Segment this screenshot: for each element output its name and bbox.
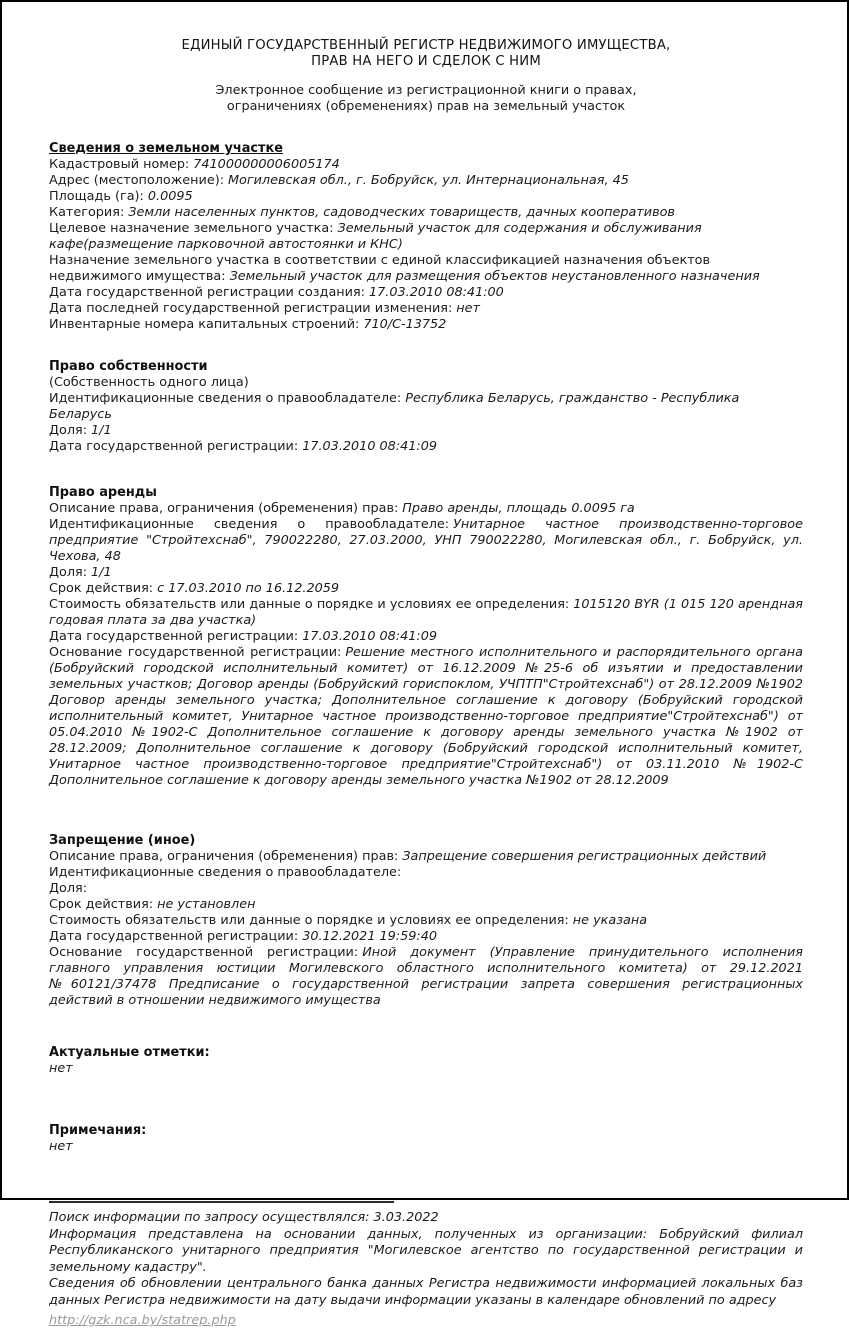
field-lease-description [49, 501, 803, 517]
field-owner-identity [49, 391, 803, 423]
registry-title-line1: ЕДИНЫЙ ГОСУДАРСТВЕННЫЙ РЕГИСТР НЕДВИЖИМОГО ИМУЩЕСТВА, [181, 38, 671, 53]
field-value: Унитарное частное производственно-торговое предприятие "Стройтехснаб", 790022280, 27.03.2000, УНП 790022280, Могилевская обл., г. Бобруйск, ул. Чехова, 48 [49, 517, 803, 564]
field-value: Запрещение совершения регистрационных действий [402, 849, 767, 864]
field-label: Доля: [49, 881, 88, 896]
field-label: Дата последней государственной регистрации изменения: [49, 301, 453, 316]
field-value: Земельный участок для содержания и обслуживания кафе(размещение парковочной автостоянки и КНС) [49, 221, 702, 252]
document-footer [49, 1201, 803, 1330]
field-value: 1/1 [91, 565, 112, 580]
field-value: не установлен [157, 897, 256, 912]
field-category [49, 205, 803, 221]
field-label: Дата государственной регистрации: [49, 439, 299, 454]
field-label: Идентификационные сведения о правообладателе: [49, 517, 450, 532]
registry-title-line2: ПРАВ НА НЕГО И СДЕЛОК С НИМ [311, 54, 541, 69]
field-label: Основание государственной регистрации: [49, 945, 359, 960]
field-label: Категория: [49, 205, 125, 220]
field-lease-reg-date [49, 629, 803, 645]
field-lease-term [49, 581, 803, 597]
field-label: Целевое назначение земельного участка: [49, 221, 334, 236]
field-address [49, 173, 803, 189]
prohibition-heading: Запрещение (иное) [49, 833, 196, 848]
field-prohibition-term [49, 897, 803, 913]
field-value: 741000000006005174 [193, 157, 340, 172]
field-area [49, 189, 803, 205]
marks-heading: Актуальные отметки: [49, 1045, 210, 1060]
field-value: Земельный участок для размещения объектов неустановленного назначения [229, 269, 760, 284]
field-value: Право аренды, площадь 0.0095 га [402, 501, 635, 516]
field-label: Дата государственной регистрации: [49, 629, 299, 644]
field-value: 17.03.2010 08:41:09 [302, 439, 437, 454]
field-lease-reg-basis [49, 645, 803, 789]
field-lease-cost [49, 597, 803, 629]
subtitle-line1: Электронное сообщение из регистрационной книги о правах, [215, 83, 637, 98]
field-label: Инвентарные номера капитальных строений: [49, 317, 360, 332]
field-lessee-identity [49, 517, 803, 565]
field-label: Срок действия: [49, 581, 154, 596]
document-header [49, 38, 803, 115]
field-label: Назначение земельного участка в соответствии с единой классификацией назначения объектов недвижимого имущества: [49, 253, 711, 284]
section-prohibition [49, 833, 803, 1009]
field-label: Идентификационные сведения о правообладателе: [49, 865, 402, 880]
field-label: Срок действия: [49, 897, 154, 912]
field-prohibition-description [49, 849, 803, 865]
subtitle-line2: ограничениях (обременениях) прав на земельный участок [226, 99, 626, 114]
field-prohibition-cost [49, 913, 803, 929]
field-label: Описание права, ограничения (обременения) прав: [49, 501, 399, 516]
field-label: Стоимость обязательств или данные о порядке и условиях ее определения: [49, 597, 570, 612]
field-label: Описание права, ограничения (обременения) прав: [49, 849, 399, 864]
section-parcel-info [49, 141, 803, 333]
search-date-line: Поиск информации по запросу осуществлялся: 3.03.2022 [49, 1210, 439, 1225]
field-inventory-numbers [49, 317, 803, 333]
field-value: Могилевская обл., г. Бобруйск, ул. Интернациональная, 45 [228, 173, 629, 188]
field-label: Стоимость обязательств или данные о порядке и условиях ее определения: [49, 913, 569, 928]
notes-value: нет [49, 1139, 73, 1154]
field-label: Дата государственной регистрации создания: [49, 285, 365, 300]
field-owner-share [49, 423, 803, 439]
field-label: Кадастровый номер: [49, 157, 190, 172]
field-value: нет [456, 301, 480, 316]
field-value: 1015120 BYR (1 015 120 арендная годовая плата за два участка) [49, 597, 803, 628]
field-purpose [49, 221, 803, 253]
field-label: Идентификационные сведения о правообладателе: [49, 391, 402, 406]
footer-divider [49, 1201, 394, 1203]
field-classified-purpose [49, 253, 803, 285]
info-source-paragraph: Информация представлена на основании данных, полученных из организации: Бобруйский филиал Республиканского унитарного предприятия "Могилевское агентство по государственной регистрации и земельному кадастру". [49, 1226, 803, 1275]
field-prohibition-identity [49, 865, 803, 881]
field-prohibition-share [49, 881, 803, 897]
field-value: Земли населенных пунктов, садоводческих товариществ, дачных кооперативов [128, 205, 675, 220]
marks-value: нет [49, 1061, 73, 1076]
field-value: 30.12.2021 19:59:40 [302, 929, 437, 944]
field-value: Республика Беларусь, гражданство - Республика Беларусь [49, 391, 740, 422]
section-lease-right [49, 485, 803, 789]
field-prohibition-reg-basis [49, 945, 803, 1009]
lease-heading: Право аренды [49, 485, 157, 500]
field-value: Иной документ (Управление принудительного исполнения главного управления юстиции Могилевского областного исполнительного комитета) от 29.12.2021 №60121/37478 Предписание о государственной регистрации запрета совершения регистрационных действий в отношении недвижимого имущества [49, 945, 803, 1008]
section-ownership-right [49, 359, 803, 455]
statrep-url-link[interactable]: http://gzk.nca.by/statrep.php [49, 1313, 236, 1328]
document-subtitle [49, 83, 803, 115]
field-value: 1/1 [91, 423, 112, 438]
field-creation-reg-date [49, 285, 803, 301]
field-label: Основание государственной регистрации: [49, 645, 342, 660]
field-last-change-reg-date [49, 301, 803, 317]
field-value: 0.0095 [147, 189, 193, 204]
field-label: Доля: [49, 565, 88, 580]
field-value: с 17.03.2010 по 16.12.2059 [157, 581, 340, 596]
field-label: Площадь (га): [49, 189, 144, 204]
field-label: Доля: [49, 423, 88, 438]
parcel-heading: Сведения о земельном участке [49, 141, 284, 156]
field-value: 710/С-13752 [363, 317, 447, 332]
ownership-heading: Право собственности [49, 359, 208, 374]
notes-heading: Примечания: [49, 1123, 147, 1138]
field-label: Дата государственной регистрации: [49, 929, 299, 944]
field-cadastral-number [49, 157, 803, 173]
section-current-marks [49, 1045, 803, 1077]
field-value: Решение местного исполнительного и распорядительного органа (Бобруйский городской исполнительный комитет) от 16.12.2009 №25-6 об изъятии и предоставлении земельных участков; Договор аренды (Бобруйский гориспоклом, УЧПТП"Стройтехснаб") от 28.12.2009 №1902 Договор аренды земельного участка; Дополнительное соглашение к договору (Бобруйский городской исполнительный комитет, Унитарное частное производственно-торговое предприятие"Стройтехснаб") от 05.04.2010 №1902-С Дополнительное соглашение к договору аренды земельного участка №1902 от 28.12.2009; Дополнительное соглашение к договору (Бобруйский городской исполнительный комитет, Унитарное частное производственно-торговое предприятие"Стройтехснаб") от 03.11.2010 №1902-С Дополнительное соглашение к договору аренды земельного участка №1902 от 28.12.2009 [49, 645, 803, 788]
field-prohibition-reg-date [49, 929, 803, 945]
update-info-paragraph: Сведения об обновлении центрального банка данных Регистра недвижимости информацией локальных баз данных Регистра недвижимости на дату выдачи информации указаны в календаре обновлений по адресу [49, 1276, 803, 1308]
field-lease-share [49, 565, 803, 581]
field-value: 17.03.2010 08:41:09 [302, 629, 437, 644]
field-owner-reg-date [49, 439, 803, 455]
field-value: не указана [572, 913, 648, 928]
ownership-note: (Собственность одного лица) [49, 375, 249, 390]
field-value: 17.03.2010 08:41:00 [369, 285, 504, 300]
field-label: Адрес (местоположение): [49, 173, 225, 188]
section-notes [49, 1123, 803, 1155]
